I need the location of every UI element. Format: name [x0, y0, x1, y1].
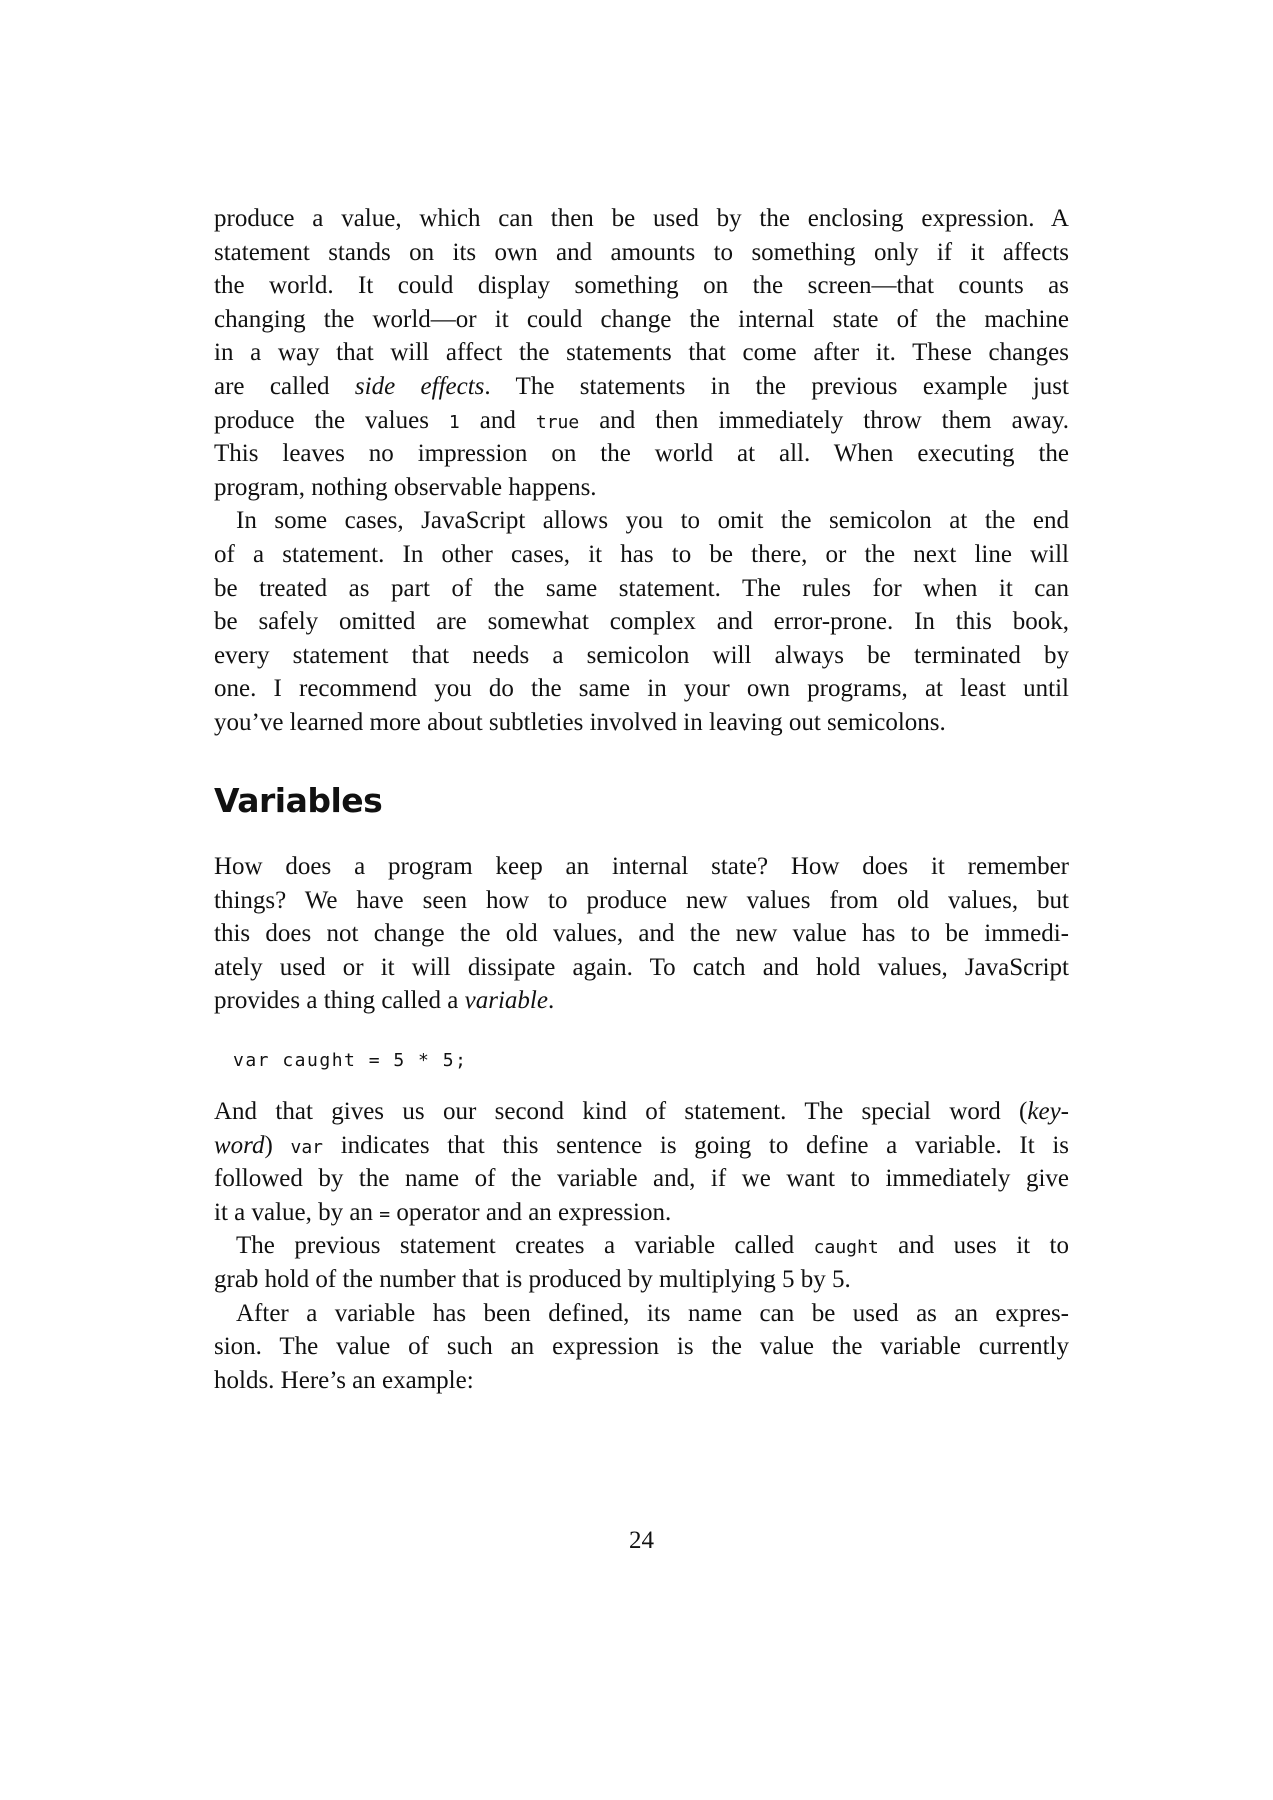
text-run: in a way that will affect the statements that come after it. These changes: [214, 339, 1069, 367]
text-line: [214, 471, 1069, 505]
text-run: every statement that needs a semicolon will always be terminated by: [214, 641, 1069, 669]
text-line: [214, 1196, 1069, 1230]
inline-code: =: [379, 1203, 391, 1225]
text-run: . The statements in the previous example just: [484, 372, 1069, 400]
inline-code: true: [535, 411, 580, 433]
text-run: changing the world—or it could change the internal state of the machine: [214, 305, 1069, 333]
text-run: are called: [214, 372, 355, 400]
text-run: ): [264, 1131, 291, 1159]
text-run: produce a value, which can then be used by the enclosing expression. A: [214, 205, 1069, 232]
text-line: [214, 1297, 1069, 1331]
text-line: [214, 202, 1069, 236]
text-line: [214, 437, 1069, 471]
text-run: and then immediately throw them away.: [579, 406, 1069, 434]
text-line: [214, 1095, 1069, 1129]
text-run: ately used or it will dissipate again. To catch and hold values, JavaScript: [214, 953, 1069, 981]
text-line: [214, 370, 1069, 404]
text-line: [214, 639, 1069, 673]
text-run: it a value, by an: [214, 1198, 380, 1226]
text-run: And that gives us our second kind of statement. The special word (: [214, 1098, 1028, 1125]
text-run: sion. The value of such an expression is the value the variable currently: [214, 1333, 1069, 1361]
text-line: [214, 1364, 1069, 1398]
text-line: [214, 1129, 1069, 1163]
text-line: [214, 951, 1069, 985]
text-line: [214, 336, 1069, 370]
text-run: program, nothing observable happens.: [214, 473, 597, 501]
text-line: [214, 672, 1069, 706]
text-line: [214, 850, 1069, 884]
text-run: In some cases, JavaScript allows you to omit the semicolon at the end: [236, 507, 1069, 535]
text-run: statement stands on its own and amounts to something only if it affects: [214, 238, 1069, 266]
text-line: [214, 605, 1069, 639]
emphasis-text: key-: [1027, 1098, 1069, 1125]
text-line: [214, 1162, 1069, 1196]
text-run: and: [459, 406, 536, 434]
body-text-section-1: [214, 202, 1069, 740]
text-run: and uses it to: [878, 1232, 1069, 1260]
page-number: 24: [629, 1527, 654, 1554]
text-run: things? We have seen how to produce new values from old values, but: [214, 886, 1069, 914]
text-run: followed by the name of the variable and, if we want to immediately give: [214, 1165, 1069, 1193]
text-run: grab hold of the number that is produced by multiplying 5 by 5.: [214, 1265, 851, 1293]
text-line: [214, 884, 1069, 918]
text-run: operator and an expression.: [390, 1198, 672, 1226]
text-run: produce the values: [214, 406, 449, 434]
text-line: [214, 538, 1069, 572]
text-line: [214, 917, 1069, 951]
text-line: [214, 236, 1069, 270]
text-line: [214, 1330, 1069, 1364]
text-run: The previous statement creates a variable called: [236, 1232, 814, 1260]
text-run: be safely omitted are somewhat complex and error-prone. In this book,: [214, 608, 1069, 636]
inline-code: var: [290, 1136, 324, 1158]
body-text-section-2: [214, 850, 1069, 1018]
section-heading-variables: Variables: [214, 781, 383, 820]
text-run: indicates that this sentence is going to define a variable. It is: [323, 1131, 1070, 1159]
text-line: [214, 1263, 1069, 1297]
text-line: [214, 572, 1069, 606]
text-line: [214, 504, 1069, 538]
text-run: After a variable has been defined, its name can be used as an expres-: [236, 1299, 1069, 1327]
text-run: of a statement. In other cases, it has to be there, or the next line will: [214, 540, 1069, 568]
code-block: var caught = 5 * 5;: [233, 1050, 468, 1071]
inline-code: 1: [448, 411, 460, 433]
inline-code: caught: [813, 1237, 879, 1259]
text-run: This leaves no impression on the world at all. When executing the: [214, 440, 1069, 468]
text-line: [214, 706, 1069, 740]
text-line: [214, 1229, 1069, 1263]
body-text-section-3: [214, 1095, 1069, 1397]
text-run: the world. It could display something on the screen—that counts as: [214, 272, 1069, 300]
emphasis-text: variable: [464, 987, 548, 1015]
emphasis-text: side effects: [354, 372, 485, 400]
text-run: you’ve learned more about subtleties involved in leaving out semicolons.: [214, 708, 946, 736]
text-run: provides a thing called a: [214, 987, 465, 1015]
text-run: be treated as part of the same statement. The rules for when it can: [214, 574, 1069, 602]
text-run: How does a program keep an internal state? How does it remember: [214, 853, 1069, 880]
text-run: holds. Here’s an example:: [214, 1366, 474, 1394]
text-run: .: [547, 987, 555, 1015]
emphasis-text: word: [214, 1131, 265, 1159]
text-line: [214, 404, 1069, 438]
text-line: [214, 303, 1069, 337]
text-run: one. I recommend you do the same in your own programs, at least until: [214, 675, 1069, 703]
text-line: [214, 269, 1069, 303]
text-line: [214, 984, 1069, 1018]
text-run: this does not change the old values, and the new value has to be immedi-: [214, 920, 1069, 948]
